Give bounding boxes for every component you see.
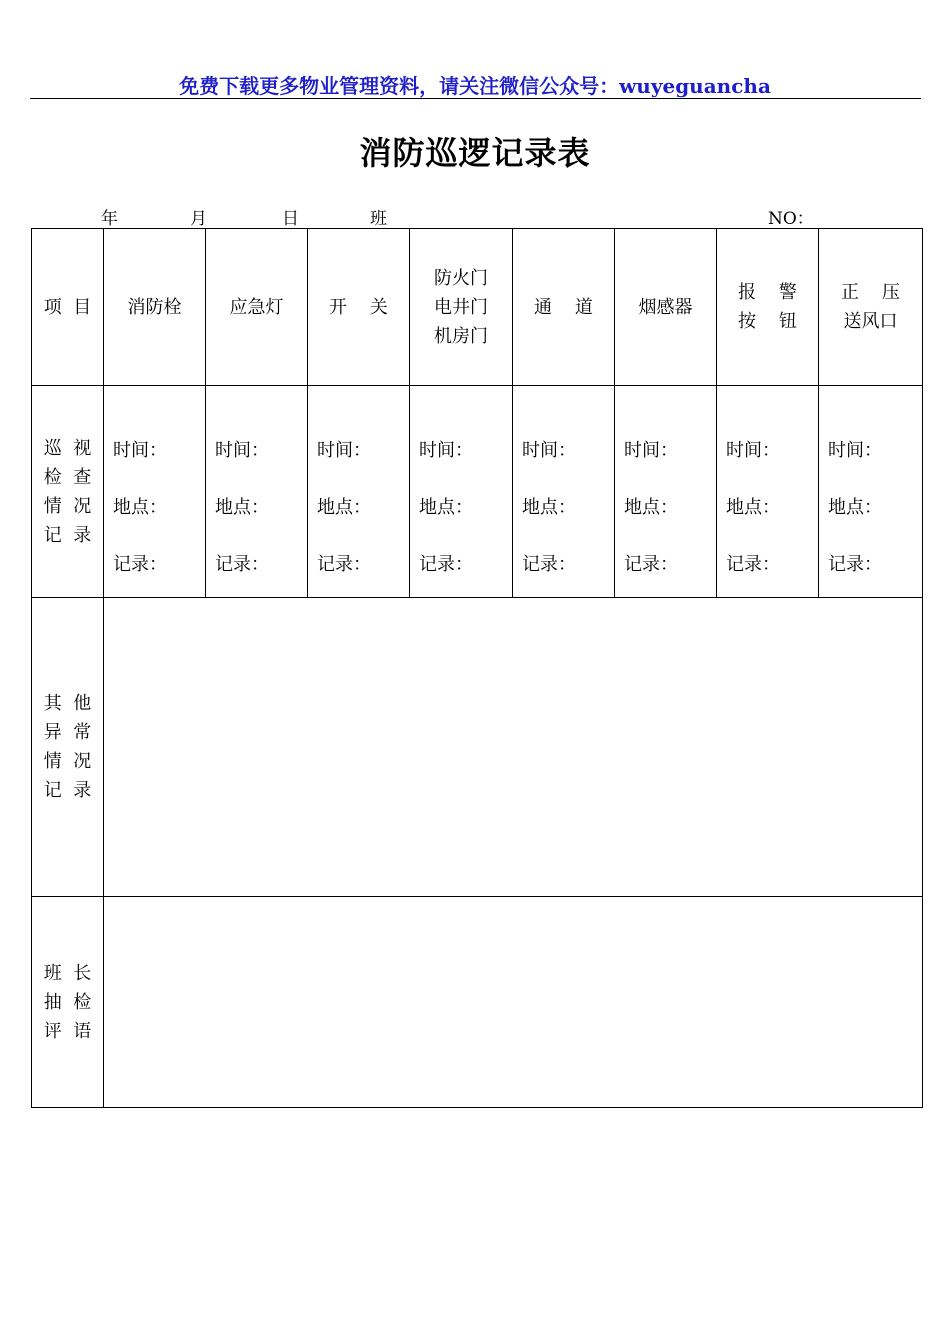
place-field: 地点： (215, 497, 269, 518)
header-divider (30, 98, 921, 99)
patrol-record-table (31, 228, 923, 1108)
other-abnormal-label-cell: 其 他 异 常 情 况 记 录 (32, 598, 104, 897)
header-row (32, 229, 923, 386)
other-abnormal-row (32, 598, 923, 897)
place-field: 地点： (419, 497, 473, 518)
record-field: 记录： (317, 554, 371, 575)
time-field: 时间： (215, 440, 269, 461)
place-field: 地点： (522, 497, 576, 518)
record-field: 记录： (419, 554, 473, 575)
meta-day: 日 (282, 209, 299, 229)
place-field: 地点： (317, 497, 371, 518)
other-abnormal-entry-area[interactable] (104, 598, 923, 897)
inspection-cell[interactable] (819, 386, 923, 598)
time-field: 时间： (726, 440, 780, 461)
header-doors: 防火门 电井门 机房门 (410, 229, 513, 386)
header-alarm-button: 报 警 按 钮 (717, 229, 819, 386)
inspection-row (32, 386, 923, 598)
place-field: 地点： (113, 497, 167, 518)
inspection-cell[interactable] (615, 386, 717, 598)
leader-comment-row (32, 897, 923, 1108)
header-emergency-light: 应急灯 (206, 229, 308, 386)
record-field: 记录： (828, 554, 882, 575)
banner-notice: 免费下载更多物业管理资料，请关注微信公众号：wuyeguancha (179, 74, 771, 98)
header-passage: 通 道 (513, 229, 615, 386)
time-field: 时间： (624, 440, 678, 461)
record-field: 记录： (113, 554, 167, 575)
meta-month: 月 (190, 209, 207, 229)
time-field: 时间： (828, 440, 882, 461)
page-title: 消防巡逻记录表 (359, 134, 591, 172)
leader-comment-entry-area[interactable] (104, 897, 923, 1108)
meta-number: NO： (768, 209, 814, 229)
header-switch: 开 关 (308, 229, 410, 386)
inspection-cell[interactable] (717, 386, 819, 598)
place-field: 地点： (828, 497, 882, 518)
leader-comment-label-cell: 班 长 抽 检 评 语 (32, 897, 104, 1108)
time-field: 时间： (419, 440, 473, 461)
place-field: 地点： (624, 497, 678, 518)
time-field: 时间： (113, 440, 167, 461)
header-hydrant: 消防栓 (104, 229, 206, 386)
place-field: 地点： (726, 497, 780, 518)
meta-shift: 班 (370, 209, 387, 229)
meta-year: 年 (101, 209, 118, 229)
record-field: 记录： (522, 554, 576, 575)
record-field: 记录： (726, 554, 780, 575)
record-field: 记录： (215, 554, 269, 575)
inspection-cell[interactable] (513, 386, 615, 598)
item-header-cell: 项 目 (32, 229, 104, 386)
time-field: 时间： (522, 440, 576, 461)
inspection-cell[interactable] (104, 386, 206, 598)
inspection-cell[interactable] (410, 386, 513, 598)
inspection-cell[interactable] (206, 386, 308, 598)
header-pressure-vent: 正 压 送风口 (819, 229, 923, 386)
time-field: 时间： (317, 440, 371, 461)
inspection-cell[interactable] (308, 386, 410, 598)
inspection-label-cell: 巡 视 检 查 情 况 记 录 (32, 386, 104, 598)
header-smoke-detector: 烟感器 (615, 229, 717, 386)
record-field: 记录： (624, 554, 678, 575)
